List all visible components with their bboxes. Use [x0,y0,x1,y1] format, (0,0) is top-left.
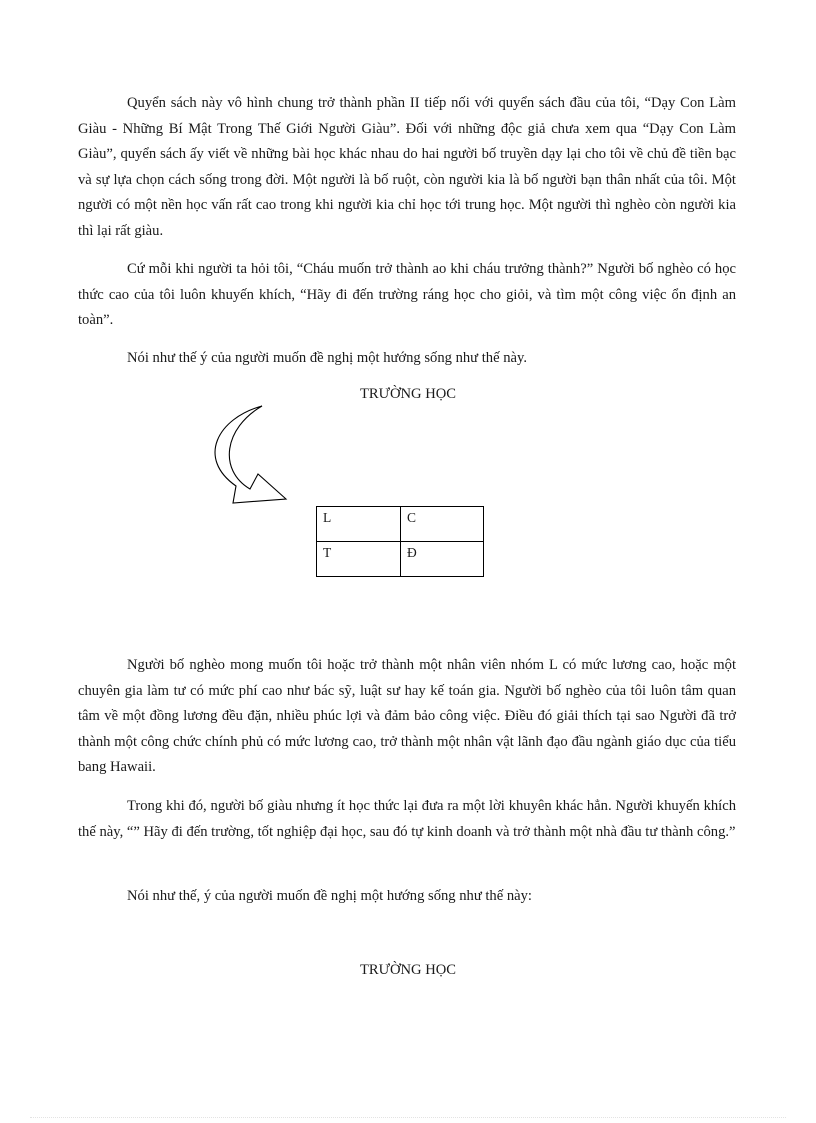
paragraph-poor-dad-wish: Người bố nghèo mong muốn tôi hoặc trở thành một nhân viên nhóm L có mức lương cao, hoặc một chuyên gia làm tư có mức phí cao như bác sỹ, luật sư hay kế toán gia. Người bố nghèo của tôi luôn tâm quan tâm về một đồng lương đều đặn, nhiều phúc lợi và đảm bảo công việc. Điều đó giải thích tại sao Người đã trở thành một công chức chính phủ có mức lương cao, trở thành một nhân vật lãnh đạo đầu ngành giáo dục của tiểu bang Hawaii. [78,657,736,776]
quadrant-cell-top-left: L [317,507,401,542]
paragraph-path-intro-2: Nói như thế, ý của người muốn đề nghị một hướng sống như thế này: [127,888,532,904]
paragraph-poor-dad-advice: Cứ mỗi khi người ta hỏi tôi, “Cháu muốn trở thành ao khi cháu trưởng thành?” Người bố nghèo có học thức cao của tôi luôn khuyến khích, “Hãy đi đến trường ráng học cho giỏi, và tìm một công việc ổn định an toàn”. [78,261,736,329]
paragraph-intro: Quyển sách này vô hình chung trở thành phần II tiếp nối với quyển sách đầu của tôi, “Dạy Con Làm Giàu - Những Bí Mật Trong Thế Giới Người Giàu”. Đối với những độc giả chưa xem qua “Dạy Con Làm Giàu”, quyển sách ấy viết về những bài học khác nhau do hai người bố truyền dạy lại cho tôi về chủ đề tiền bạc và sự lựa chọn cách sống trong đời. Một người là bố ruột, còn người kia là bố người bạn thân nhất của tôi. Một người có một nền học vấn rất cao trong khi người kia chỉ học tới trung học. Một người thì nghèo còn người kia thì lại rất giàu. [78,95,736,239]
page-bottom-divider [30,1117,786,1118]
quadrant-cell-bottom-left: T [317,542,401,577]
school-heading-2: TRƯỜNG HỌC [359,962,457,978]
cashflow-quadrant [316,506,484,577]
quadrant-cell-top-right: C [401,507,483,542]
paragraph-path-intro-1: Nói như thế ý của người muốn đề nghị một hướng sống như thế này. [127,350,527,366]
paragraph-rich-dad-advice: Trong khi đó, người bố giàu nhưng ít học thức lại đưa ra một lời khuyên khác hẳn. Người khuyến khích thế này, “” Hãy đi đến trường, tốt nghiệp đại học, sau đó tự kinh doanh và trở thành một nhà đầu tư thành công.” [78,798,736,840]
school-heading: TRƯỜNG HỌC [359,386,457,402]
quadrant-cell-bottom-right: Đ [407,545,417,560]
